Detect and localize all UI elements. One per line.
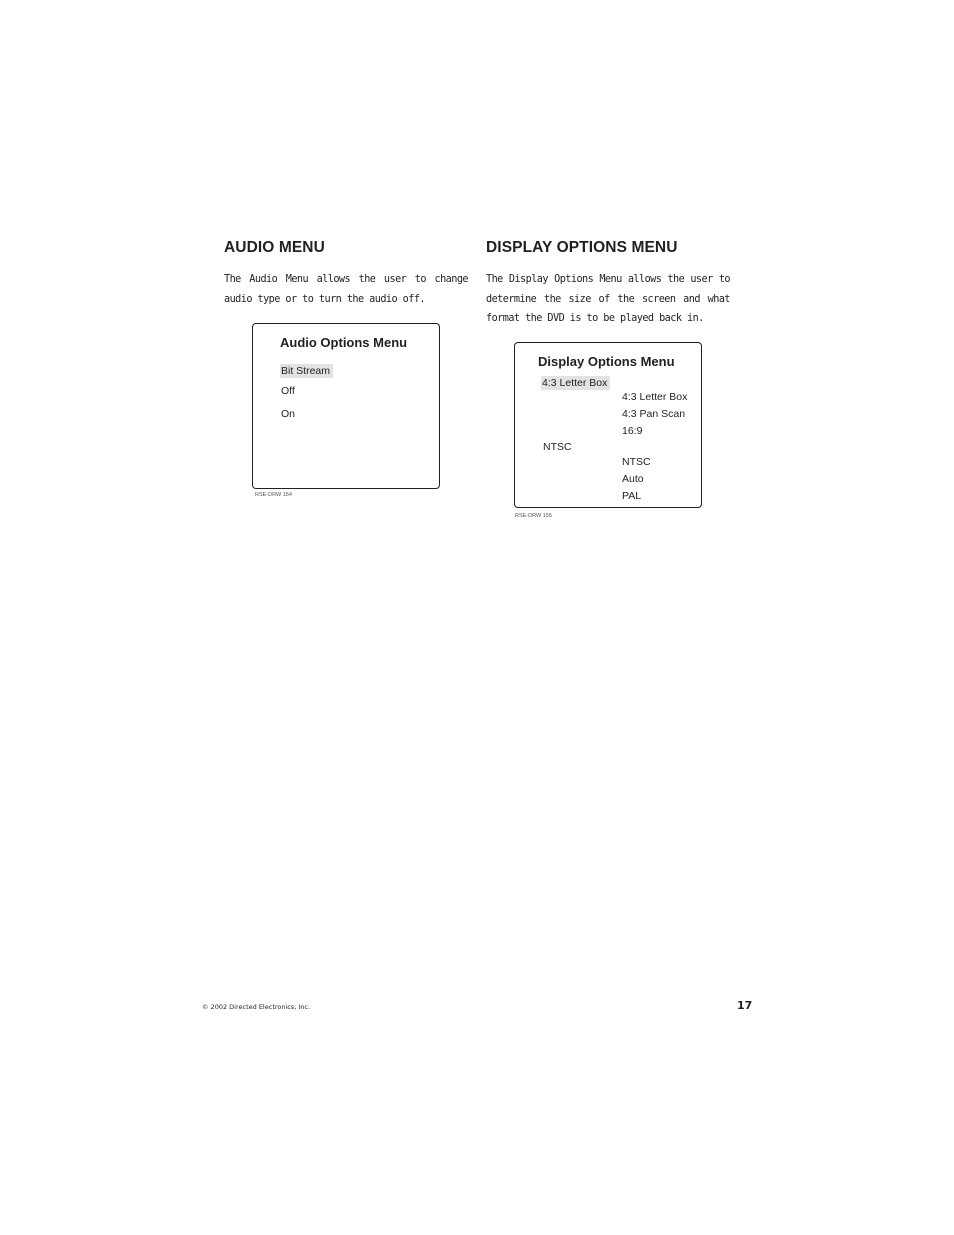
- tv-option-auto[interactable]: Auto: [622, 473, 644, 485]
- display-options-description: The Display Options Menu allows the user to determine the size of the screen and what format the DVD is to be played back in.: [486, 274, 730, 324]
- aspect-option-16-9[interactable]: 16:9: [622, 425, 643, 437]
- audio-options-menu-title: Audio Options Menu: [280, 335, 408, 350]
- aspect-option-pan-scan[interactable]: 4:3 Pan Scan: [622, 408, 686, 420]
- audio-option-off[interactable]: Off: [281, 385, 295, 397]
- footer-copyright: © 2002 Directed Electronics, Inc.: [202, 1003, 311, 1011]
- tv-system-current-value[interactable]: NTSC: [543, 441, 572, 453]
- aspect-ratio-current-value[interactable]: 4:3 Letter Box: [541, 376, 610, 390]
- display-options-menu-heading: DISPLAY OPTIONS MENU: [486, 239, 678, 256]
- audio-menu-description: The Audio Menu allows the user to change audio type or to turn the audio off.: [224, 274, 468, 305]
- audio-menu-heading: AUDIO MENU: [224, 239, 325, 256]
- audio-figure-code: RSE-DRW 154: [255, 492, 292, 498]
- tv-option-ntsc[interactable]: NTSC: [622, 456, 651, 468]
- display-figure-code: RSE-DRW 155: [515, 513, 552, 519]
- aspect-option-letter-box[interactable]: 4:3 Letter Box: [622, 391, 688, 403]
- page-number: 17: [737, 999, 753, 1012]
- audio-options-menu-panel: [252, 323, 440, 489]
- tv-option-pal[interactable]: PAL: [622, 490, 642, 502]
- audio-option-on[interactable]: On: [281, 408, 296, 420]
- audio-option-bit-stream[interactable]: Bit Stream: [280, 364, 333, 378]
- display-options-menu-title: Display Options Menu: [538, 354, 675, 369]
- display-options-menu-panel: [514, 342, 702, 508]
